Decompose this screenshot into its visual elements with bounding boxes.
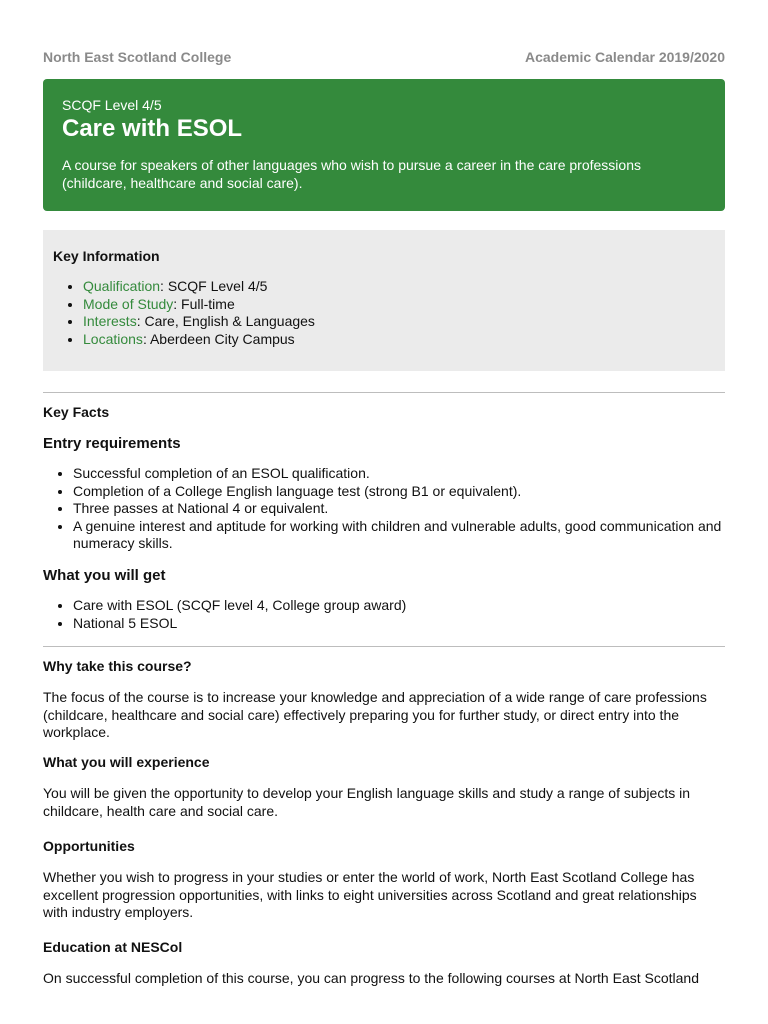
mode-of-study-link[interactable]: Mode of Study [83,295,174,312]
key-info-item-locations [83,331,715,349]
divider [43,392,725,393]
what-you-will-get-section [43,567,725,632]
key-info-item-interests [83,313,715,331]
mode-of-study-value: : Full-time [173,295,235,312]
course-hero-banner [43,79,725,211]
key-info-item-mode [83,296,715,314]
key-information-panel [43,230,725,371]
why-take-course-heading: Why take this course? [43,658,192,674]
locations-link[interactable]: Locations [83,330,143,347]
education-section [43,939,725,988]
why-take-course-section [43,658,725,742]
what-you-will-get-heading: What you will get [43,567,166,584]
locations-value: : Aberdeen City Campus [142,330,295,347]
experience-heading: What you will experience [43,754,210,770]
key-facts-section [43,404,725,553]
education-heading: Education at NESCol [43,939,183,955]
qualification-value: : SCQF Level 4/5 [160,278,268,294]
college-name: North East Scotland College [43,49,232,65]
key-information-heading: Key Information [53,248,160,264]
course-title: Care with ESOL [62,115,243,142]
list-item: • Three passes at National 4 or equivalent. [73,500,725,518]
list-item: • Completion of a College English language test (strong B1 or equivalent). [73,483,725,501]
list-item: • National 5 ESOL [73,615,725,633]
list-item: • A genuine interest and aptitude for working with children and vulnerable adults, good communication and numeracy skills. [73,518,725,553]
why-take-course-text: The focus of the course is to increase your knowledge and appreciation of a wide range of care professions (childcare, healthcare and social care) effectively preparing you for further study, or direct entry into the workplace. [43,689,707,740]
academic-calendar-label: Academic Calendar 2019/2020 [524,49,725,65]
list-item: • Care with ESOL (SCQF level 4, College group award) [73,597,725,615]
opportunities-text: Whether you wish to progress in your studies or enter the world of work, North East Scotland College has excellent progression opportunities, with links to eight universities across Scotland and great relationships with industry employers. [43,869,697,920]
divider [43,646,725,647]
experience-section [43,754,725,820]
course-level: SCQF Level 4/5 [62,97,162,113]
course-description: A course for speakers of other languages who wish to pursue a career in the care professions (childcare, healthcare and social care). [62,157,641,191]
opportunities-section [43,838,725,922]
key-facts-heading: Key Facts [43,404,110,420]
list-item: • Successful completion of an ESOL qualification. [73,465,725,483]
entry-requirements-heading: Entry requirements [43,435,181,452]
interests-value: : Care, English & Languages [136,313,315,329]
page-header [43,47,725,67]
key-info-item-qualification [83,278,715,296]
what-you-will-get-list [43,597,725,632]
entry-requirements-list [43,465,725,553]
interests-link[interactable]: Interests [83,313,137,329]
qualification-link[interactable]: Qualification [83,278,161,294]
experience-text: You will be given the opportunity to develop your English language skills and study a range of subjects in childcare, health care and social care. [43,785,691,819]
opportunities-heading: Opportunities [43,838,135,854]
key-information-list [53,278,715,348]
education-text: On successful completion of this course, you can progress to the following courses at North East Scotland [43,970,699,986]
